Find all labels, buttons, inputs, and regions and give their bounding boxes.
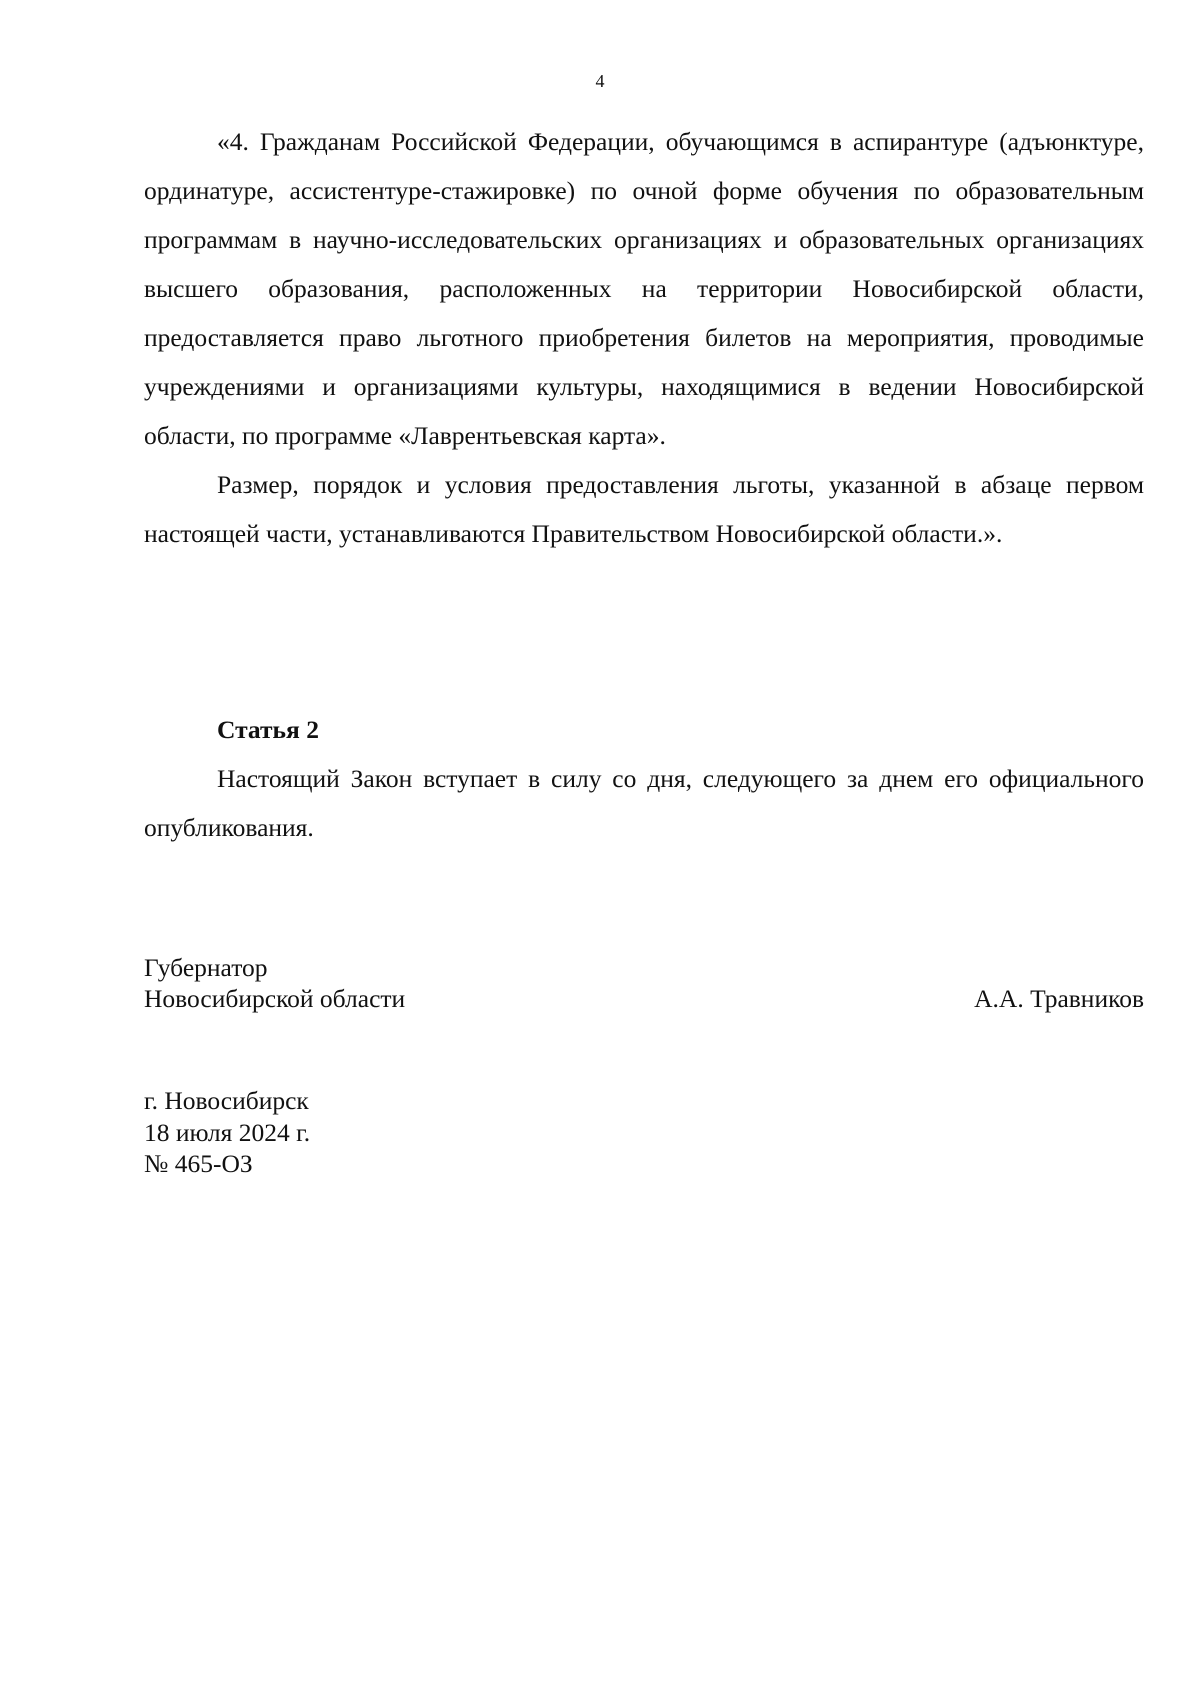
article-text: Настоящий Закон вступает в силу со дня, следующего за днем его официального опубликования. [144, 764, 1144, 842]
city: г. Новосибирск [144, 1086, 309, 1115]
signatory-name: А.А. Травников [974, 984, 1144, 1013]
signature-title-line-1: Губернатор [144, 953, 268, 982]
law-number: № 465-ОЗ [144, 1149, 253, 1178]
law-details [144, 1085, 310, 1180]
article-heading: Статья 2 [217, 715, 319, 744]
paragraph-benefit-terms: Размер, порядок и условия предоставления льготы, указанной в абзаце первом настоящей части, устанавливаются Правительством Новосибирской области.». [144, 470, 1144, 548]
law-date: 18 июля 2024 г. [144, 1117, 311, 1147]
amendment-section [144, 117, 1144, 558]
article-2 [144, 705, 1144, 852]
signature-title-line-2: Новосибирской области [144, 984, 406, 1013]
page-number: 4 [595, 71, 605, 91]
signature-block [144, 952, 1144, 1014]
paragraph-part-4: «4. Гражданам Российской Федерации, обучающимся в аспирантуре (адъюнктуре, ординатуре, ассистентуре-стажировке) по очной форме обучения по образовательным программам в научно-исследовательских организациях и образовательных организациях высшего образования, расположенных на территории Новосибирской области, предоставляется право льготного приобретения билетов на мероприятия, проводимые учреждениями и организациями культуры, находящимися в ведении Новосибирской области, по программе «Лаврентьевская карта». [144, 127, 1144, 450]
